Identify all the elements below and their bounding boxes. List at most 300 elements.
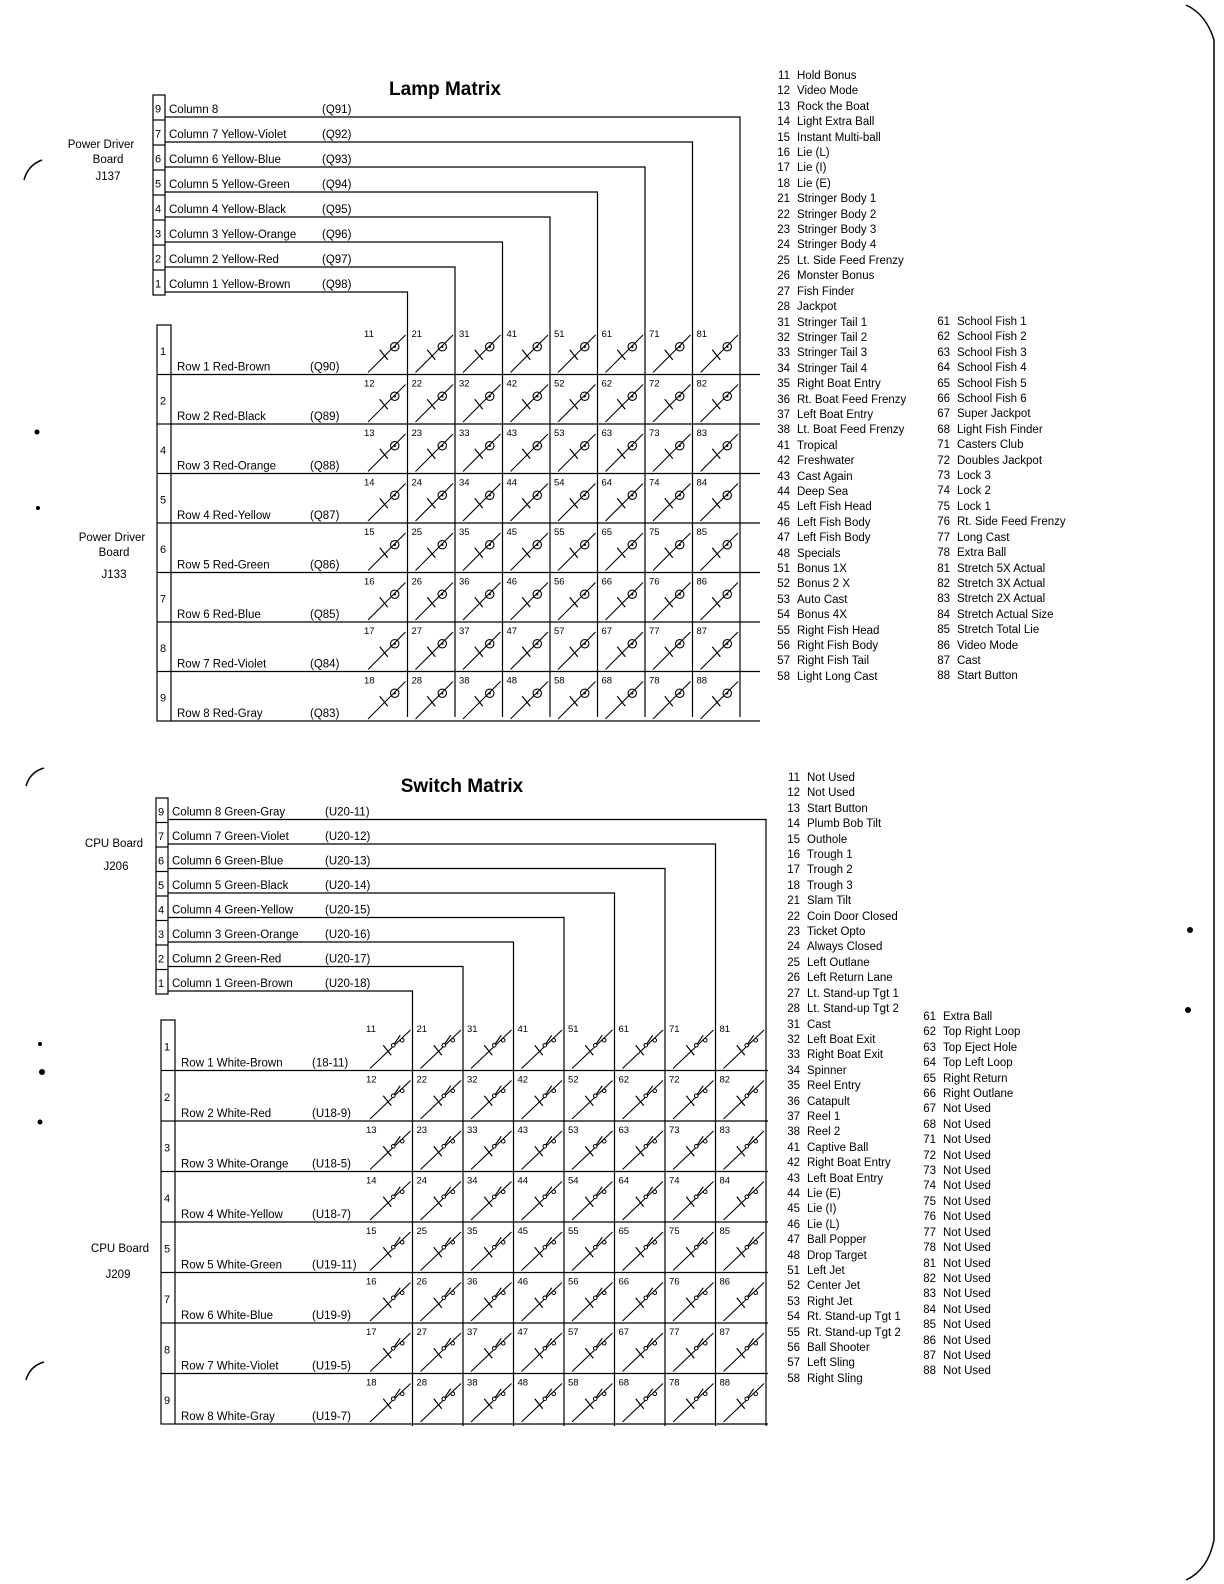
switch-diode-bar <box>535 1247 543 1257</box>
switch-switch-node <box>703 1341 707 1345</box>
lamp-diode <box>511 434 549 472</box>
switch-switch-node <box>703 1240 707 1244</box>
switch-legend-label: Spinner <box>807 1064 847 1077</box>
switch-legend-label: Left Boat Entry <box>807 1172 884 1185</box>
switch-legend-number: 34 <box>787 1064 800 1077</box>
lamp-legend-entry <box>926 438 1066 453</box>
switch-row-label: Row 7 White-Violet <box>181 1360 279 1373</box>
switch-switch-node <box>400 1341 404 1345</box>
lamp-lamp-filament <box>536 643 538 645</box>
lamp-row-label: Row 3 Red-Orange <box>177 460 277 473</box>
switch-diode-bar <box>585 1146 593 1156</box>
lamp-diode-bar <box>665 548 673 558</box>
lamp-lamp-filament <box>679 445 681 447</box>
switch-diode <box>522 1333 563 1372</box>
switch-row-pin: 3 <box>164 1142 171 1155</box>
lamp-legend-entry <box>926 377 1066 392</box>
lamp-diode-bar <box>380 350 388 360</box>
lamp-legend-entry <box>926 531 1066 546</box>
switch-column-label: Column 5 Green-Black <box>172 880 289 892</box>
switch-diode <box>623 1081 664 1120</box>
switch-switch-node <box>694 1245 698 1249</box>
lamp-legend-number: 61 <box>937 316 950 328</box>
switch-cell-number: 44 <box>517 1175 529 1187</box>
lamp-cell-number: 55 <box>554 527 565 538</box>
switch-switch-node <box>644 1397 648 1401</box>
lamp-cell-number: 72 <box>649 378 660 390</box>
lamp-legend-label: Right Fish Head <box>797 624 880 637</box>
switch-legend-number: 43 <box>787 1172 800 1185</box>
switch-diode-bar <box>686 1197 694 1207</box>
lamp-lamp-filament <box>584 544 586 546</box>
switch-column-label: Column 1 Green-Brown <box>172 978 293 990</box>
switch-diode-bar <box>585 1298 593 1308</box>
switch-diode <box>724 1283 765 1322</box>
lamp-diode <box>463 484 501 522</box>
switch-legend-label: Not Used <box>943 1242 991 1255</box>
switch-diode-bar <box>535 1298 543 1308</box>
switch-diode-bar <box>434 1399 442 1409</box>
switch-column-wire <box>168 942 514 1426</box>
switch-switch-node <box>644 1195 648 1199</box>
lamp-legend-label: Extra Ball <box>957 547 1007 560</box>
switch-legend-entry <box>776 1249 901 1264</box>
lamp-legend-label: Stretch 2X Actual <box>957 593 1046 606</box>
lamp-legend-entry <box>766 362 906 377</box>
lamp-diode-bar <box>617 597 625 607</box>
lamp-legend-entry <box>926 454 1066 469</box>
switch-diode-bar <box>434 1298 442 1308</box>
switch-diode <box>522 1232 563 1271</box>
lamp-cell-number: 65 <box>601 527 613 538</box>
lamp-legend-number: 47 <box>777 532 790 545</box>
switch-cell-number: 36 <box>467 1276 478 1288</box>
switch-legend-label: Not Used <box>943 1257 991 1270</box>
lamp-lamp-filament <box>394 494 396 496</box>
lamp-legend-label: Stretch 5X Actual <box>957 562 1046 575</box>
lamp-legend-label: School Fish 1 <box>957 316 1027 328</box>
lamp-cell-number: 32 <box>459 378 470 390</box>
lamp-legend-entry <box>766 146 906 161</box>
lamp-legend-number: 15 <box>777 131 790 144</box>
switch-legend-entry <box>912 1025 1020 1040</box>
lamp-column-pin: 6 <box>155 153 162 166</box>
switch-column-ref: (U20-13) <box>325 855 371 868</box>
lamp-legend-number: 62 <box>937 331 950 344</box>
lamp-diode-bar <box>665 399 673 409</box>
switch-legend-label: Coin Door Closed <box>807 910 898 923</box>
switch-legend-number: 82 <box>923 1272 936 1285</box>
lamp-legend-entry <box>926 639 1066 654</box>
lamp-legend-number: 24 <box>777 239 790 252</box>
lamp-column-ref: (Q95) <box>322 204 352 216</box>
lamp-diode-bar <box>617 647 625 657</box>
switch-switch-node <box>602 1038 606 1042</box>
lamp-diode <box>416 335 454 373</box>
lamp-row-pin: 7 <box>160 593 167 606</box>
switch-switch-node <box>543 1245 547 1249</box>
lamp-cell-number: 51 <box>554 329 565 340</box>
switch-legend-number: 57 <box>787 1357 800 1370</box>
lamp-lamp-filament <box>584 494 586 496</box>
switch-legend-entry <box>776 1141 901 1156</box>
lamp-diode-bar <box>712 548 720 558</box>
switch-legend-label: Not Used <box>943 1134 991 1147</box>
switch-cell-number: 71 <box>669 1024 680 1035</box>
switch-legend-entry <box>776 1233 901 1248</box>
lamp-legend-entry <box>926 407 1066 422</box>
lamp-cell-number: 84 <box>696 477 708 489</box>
switch-switch-node <box>552 1341 556 1345</box>
lamp-row-board-line: J133 <box>101 569 127 581</box>
switch-legend-entry <box>776 1326 901 1341</box>
switch-switch-node <box>501 1190 505 1194</box>
switch-legend-entry <box>912 1118 1020 1133</box>
switch-legend-number: 46 <box>787 1218 800 1231</box>
lamp-legend-label: School Fish 4 <box>957 362 1027 375</box>
switch-switch-node <box>593 1296 597 1300</box>
lamp-column-wire <box>165 292 408 717</box>
lamp-cell-number: 26 <box>411 576 423 588</box>
switch-switch-node <box>501 1139 505 1143</box>
lamp-legend-entry <box>926 484 1066 499</box>
switch-legend-number: 25 <box>787 956 800 969</box>
lamp-cell-number: 18 <box>364 675 375 687</box>
lamp-legend-entry <box>766 223 906 238</box>
lamp-legend-entry <box>766 177 906 192</box>
switch-switch-node <box>492 1043 496 1047</box>
lamp-legend-entry <box>766 84 906 99</box>
switch-legend-label: Top Right Loop <box>943 1026 1021 1039</box>
lamp-cell-number: 68 <box>601 675 613 687</box>
switch-diode-bar <box>383 1096 391 1106</box>
lamp-diode <box>558 632 596 670</box>
lamp-legend-entry <box>766 131 906 146</box>
switch-column-pin: 4 <box>158 904 165 917</box>
lamp-cell-number: 45 <box>506 527 518 538</box>
switch-legend-entry <box>776 1048 901 1063</box>
lamp-legend-label: School Fish 3 <box>957 346 1027 359</box>
lamp-diode <box>416 434 454 472</box>
switch-diode <box>421 1182 462 1221</box>
switch-cell-number: 52 <box>568 1074 579 1086</box>
switch-diode <box>673 1283 714 1322</box>
lamp-legend-label: Lock 3 <box>957 470 991 483</box>
lamp-diode-bar <box>475 696 483 706</box>
switch-legend-entry <box>912 1241 1020 1256</box>
switch-switch-node <box>694 1397 698 1401</box>
switch-switch-node <box>644 1043 648 1047</box>
lamp-legend-number: 87 <box>937 654 950 667</box>
switch-row-pin: 4 <box>164 1192 171 1205</box>
lamp-legend-label: Long Cast <box>957 531 1010 544</box>
lamp-legend-label: Left Fish Body <box>797 516 871 529</box>
lamp-legend-entry <box>926 315 1066 330</box>
switch-switch-node <box>400 1038 404 1042</box>
lamp-diode <box>416 385 454 423</box>
switch-column-pin: 2 <box>158 953 165 966</box>
switch-cell-number: 76 <box>669 1276 680 1288</box>
switch-diode <box>572 1182 613 1221</box>
switch-legend-number: 72 <box>923 1149 936 1162</box>
switch-legend-entry <box>912 1272 1020 1287</box>
lamp-legend-number: 88 <box>937 670 950 683</box>
lamp-cell-number: 76 <box>649 576 660 588</box>
lamp-legend-label: Stringer Tail 2 <box>797 331 868 344</box>
switch-row-pin: 2 <box>164 1091 171 1104</box>
lamp-legend-label: Freshwater <box>797 455 855 468</box>
switch-switch-node <box>492 1094 496 1098</box>
switch-switch-node <box>391 1296 395 1300</box>
lamp-row-ref: (Q83) <box>310 708 340 720</box>
switch-switch-node <box>644 1245 648 1249</box>
switch-diode <box>724 1333 765 1372</box>
switch-switch-node <box>754 1038 758 1042</box>
switch-legend-number: 62 <box>923 1026 936 1039</box>
switch-switch-node <box>442 1043 446 1047</box>
lamp-diode-bar <box>380 399 388 409</box>
switch-diode <box>522 1030 563 1069</box>
lamp-legend-label: Bonus 4X <box>797 609 847 622</box>
lamp-row-pin: 5 <box>160 494 167 507</box>
lamp-diode-bar <box>617 399 625 409</box>
switch-cell-number: 85 <box>719 1226 731 1237</box>
lamp-legend-number: 85 <box>937 624 950 637</box>
switch-row-ref: (18-11) <box>312 1057 349 1070</box>
lamp-diode <box>558 682 596 720</box>
switch-cell-number: 41 <box>517 1024 529 1035</box>
switch-diode <box>471 1232 512 1271</box>
switch-legend-entry <box>912 1210 1020 1225</box>
switch-column-ref: (U20-16) <box>325 929 371 941</box>
switch-switch-node <box>492 1144 496 1148</box>
lamp-legend-label: Lie (I) <box>797 162 827 175</box>
lamp-legend-label: Casters Club <box>957 439 1024 452</box>
switch-switch-node <box>653 1291 657 1295</box>
lamp-legend-label: Specials <box>797 547 841 560</box>
switch-legend-entry <box>776 1095 901 1110</box>
switch-switch-node <box>602 1341 606 1345</box>
switch-legend-number: 35 <box>787 1080 800 1093</box>
lamp-diode <box>558 583 596 621</box>
lamp-legend-label: Deep Sea <box>797 485 849 498</box>
switch-diode <box>522 1283 563 1322</box>
lamp-cell-number: 71 <box>649 329 660 340</box>
switch-legend-entry <box>776 894 901 909</box>
switch-legend-label: Reel 1 <box>807 1110 841 1123</box>
switch-legend-number: 15 <box>787 833 800 846</box>
lamp-legend-label: Bonus 1X <box>797 563 847 575</box>
lamp-legend-label: Lie (L) <box>797 147 830 160</box>
switch-legend-label: Outhole <box>807 833 848 846</box>
lamp-legend-entry <box>766 454 906 469</box>
lamp-legend-number: 84 <box>937 608 950 621</box>
lamp-legend-entry <box>766 547 906 562</box>
switch-switch-node <box>543 1094 547 1098</box>
lamp-lamp-filament <box>536 445 538 447</box>
lamp-legend-number: 27 <box>777 285 790 298</box>
switch-switch-node <box>400 1089 404 1093</box>
lamp-legend-entry <box>766 285 906 300</box>
switch-diode <box>673 1333 714 1372</box>
lamp-diode-bar <box>427 498 435 508</box>
lamp-diode <box>653 385 691 423</box>
lamp-legend-label: Tropical <box>797 439 838 452</box>
lamp-diode-bar <box>522 647 530 657</box>
lamp-legend-number: 36 <box>777 393 790 406</box>
switch-cell-number: 68 <box>618 1377 630 1389</box>
lamp-diode-bar <box>380 597 388 607</box>
lamp-lamp-filament <box>584 445 586 447</box>
switch-diode-bar <box>484 1197 492 1207</box>
switch-legend-label: Left Sling <box>807 1357 855 1370</box>
switch-legend-number: 14 <box>787 818 800 831</box>
switch-diode-bar <box>585 1045 593 1055</box>
lamp-cell-number: 88 <box>696 675 708 687</box>
switch-legend-number: 64 <box>923 1057 936 1070</box>
lamp-legend-entry <box>766 300 906 315</box>
lamp-legend-entry <box>766 238 906 253</box>
switch-switch-node <box>745 1043 749 1047</box>
switch-switch-node <box>644 1094 648 1098</box>
switch-legend-number: 74 <box>923 1180 936 1193</box>
lamp-diode-bar <box>570 647 578 657</box>
lamp-legend-label: Right Fish Tail <box>797 655 870 668</box>
switch-legend-label: Rt. Stand-up Tgt 1 <box>807 1311 901 1324</box>
lamp-diode <box>368 434 406 472</box>
switch-column-pin: 1 <box>158 977 165 990</box>
lamp-legend-entry <box>926 330 1066 345</box>
switch-diode-bar <box>383 1348 391 1358</box>
switch-diode <box>572 1232 613 1271</box>
switch-diode <box>421 1081 462 1120</box>
lamp-diode <box>368 583 406 621</box>
switch-cell-number: 86 <box>719 1276 731 1288</box>
lamp-lamp-filament <box>679 346 681 348</box>
switch-switch-node <box>653 1038 657 1042</box>
switch-diode-bar <box>737 1298 745 1308</box>
page-marks <box>24 5 1214 1580</box>
switch-legend-entry <box>776 1172 901 1187</box>
lamp-column-wire <box>165 242 503 717</box>
lamp-cell-number: 73 <box>649 428 660 439</box>
switch-legend-label: Lt. Stand-up Tgt 1 <box>807 987 899 1000</box>
switch-cell-number: 35 <box>467 1226 478 1237</box>
lamp-legend-label: Stringer Body 3 <box>797 224 877 237</box>
switch-legend-number: 47 <box>787 1234 800 1247</box>
switch-switch-node <box>602 1089 606 1093</box>
switch-legend-label: Lt. Stand-up Tgt 2 <box>807 1003 899 1016</box>
switch-legend-entry <box>912 1257 1020 1272</box>
switch-switch-node <box>543 1397 547 1401</box>
switch-legend-entry <box>776 879 901 894</box>
switch-column-label: Column 6 Green-Blue <box>172 855 284 868</box>
lamp-row-ref: (Q89) <box>310 411 340 423</box>
lamp-diode <box>368 484 406 522</box>
switch-switch-node <box>492 1346 496 1350</box>
switch-row-ref: (U19-7) <box>312 1411 351 1423</box>
switch-switch-node <box>442 1296 446 1300</box>
switch-diode-bar <box>484 1247 492 1257</box>
lamp-legend-number: 78 <box>937 547 950 560</box>
lamp-lamp-filament <box>536 395 538 397</box>
lamp-legend-label: Right Boat Entry <box>797 378 881 391</box>
switch-diode-bar <box>484 1096 492 1106</box>
switch-diode <box>522 1384 563 1423</box>
lamp-cell-number: 58 <box>554 675 565 687</box>
switch-row-label: Row 1 White-Brown <box>181 1057 283 1070</box>
switch-cell-number: 21 <box>416 1024 428 1035</box>
lamp-column-ref: (Q97) <box>322 254 352 266</box>
switch-diode <box>421 1131 462 1170</box>
switch-diode-bar <box>484 1146 492 1156</box>
switch-cell-number: 38 <box>467 1377 478 1389</box>
lamp-legend-entry <box>926 469 1066 484</box>
switch-row-board-line: CPU Board <box>90 1243 150 1255</box>
lamp-cell-number: 24 <box>411 477 423 489</box>
switch-column-ref: (U20-17) <box>325 953 371 966</box>
switch-switch-node <box>703 1139 707 1143</box>
lamp-cell-number: 23 <box>411 428 423 439</box>
lamp-row-ref: (Q88) <box>310 460 340 473</box>
switch-legend-entry <box>776 1295 901 1310</box>
switch-legend-label: Not Used <box>943 1165 991 1178</box>
switch-switch-node <box>754 1089 758 1093</box>
switch-row-ref: (U19-5) <box>312 1360 351 1373</box>
switch-cell-number: 42 <box>517 1074 529 1086</box>
lamp-lamp-filament <box>489 643 491 645</box>
switch-cell-number: 72 <box>669 1074 680 1086</box>
lamp-diode <box>558 434 596 472</box>
switch-switch-node <box>552 1392 556 1396</box>
switch-switch-node <box>492 1245 496 1249</box>
switch-column-label: Column 7 Green-Violet <box>172 831 289 843</box>
switch-legend-entry <box>776 1202 901 1217</box>
lamp-cell-number: 15 <box>364 527 375 538</box>
switch-legend-label: Not Used <box>943 1319 991 1332</box>
switch-cell-number: 88 <box>719 1377 731 1389</box>
switch-legend-number: 88 <box>923 1365 936 1378</box>
switch-switch-node <box>593 1195 597 1199</box>
lamp-cell-number: 41 <box>506 329 518 340</box>
switch-diode <box>673 1384 714 1423</box>
switch-legend-label: Not Used <box>943 1211 991 1224</box>
switch-column-ref: (U20-15) <box>325 904 371 917</box>
switch-switch-node <box>593 1043 597 1047</box>
lamp-legend-number: 52 <box>777 578 790 591</box>
lamp-diode-bar <box>475 399 483 409</box>
switch-legend-number: 55 <box>787 1326 800 1339</box>
lamp-diode-bar <box>570 597 578 607</box>
lamp-diode <box>463 385 501 423</box>
switch-legend-label: Not Used <box>943 1195 991 1208</box>
switch-diode-bar <box>434 1247 442 1257</box>
lamp-legend-entry <box>766 439 906 454</box>
switch-cell-number: 64 <box>618 1175 630 1187</box>
lamp-cell-number: 16 <box>364 576 375 588</box>
switch-cell-number: 73 <box>669 1125 680 1136</box>
lamp-legend-number: 28 <box>777 301 790 314</box>
switch-col-board-line: CPU Board <box>84 838 144 850</box>
lamp-legend-number: 18 <box>777 177 790 190</box>
switch-diode <box>572 1030 613 1069</box>
lamp-legend-entry <box>766 577 906 592</box>
lamp-legend-label: Light Extra Ball <box>797 116 875 129</box>
switch-switch-node <box>543 1296 547 1300</box>
switch-switch-node <box>442 1094 446 1098</box>
switch-diode <box>673 1232 714 1271</box>
lamp-diode-bar <box>380 449 388 459</box>
